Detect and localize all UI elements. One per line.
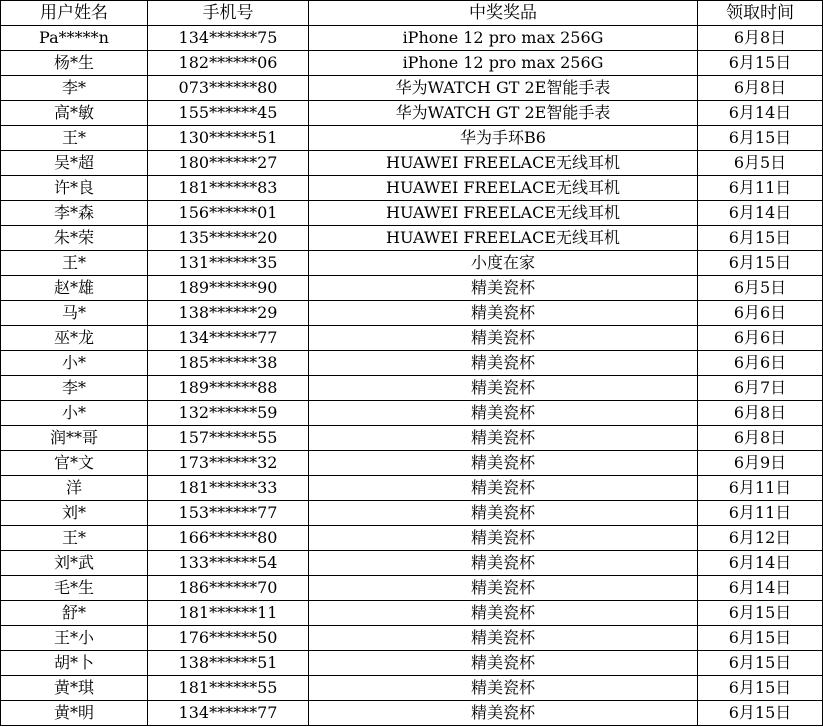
cell-user-name: 洋 xyxy=(1,476,148,501)
cell-prize: HUAWEI FREELACE无线耳机 xyxy=(309,226,698,251)
cell-phone: 189******90 xyxy=(148,276,309,301)
cell-user-name: 王* xyxy=(1,526,148,551)
table-row xyxy=(1,426,823,451)
cell-phone: 181******33 xyxy=(148,476,309,501)
cell-claim-date: 6月6日 xyxy=(698,351,823,376)
cell-phone: 134******75 xyxy=(148,26,309,51)
cell-prize: 精美瓷杯 xyxy=(309,551,698,576)
cell-prize: 华为手环B6 xyxy=(309,126,698,151)
cell-prize: 精美瓷杯 xyxy=(309,526,698,551)
table-row xyxy=(1,501,823,526)
table-row xyxy=(1,151,823,176)
cell-phone: 181******55 xyxy=(148,676,309,701)
cell-user-name: 王* xyxy=(1,126,148,151)
cell-user-name: 李* xyxy=(1,76,148,101)
cell-phone: 132******59 xyxy=(148,401,309,426)
cell-claim-date: 6月15日 xyxy=(698,701,823,726)
table-row xyxy=(1,401,823,426)
cell-claim-date: 6月14日 xyxy=(698,576,823,601)
table-row xyxy=(1,51,823,76)
cell-user-name: 巫*龙 xyxy=(1,326,148,351)
cell-claim-date: 6月11日 xyxy=(698,476,823,501)
cell-phone: 155******45 xyxy=(148,101,309,126)
table-row xyxy=(1,376,823,401)
cell-claim-date: 6月11日 xyxy=(698,501,823,526)
cell-prize: 精美瓷杯 xyxy=(309,426,698,451)
cell-claim-date: 6月8日 xyxy=(698,26,823,51)
cell-user-name: 官*文 xyxy=(1,451,148,476)
cell-user-name: 黄*琪 xyxy=(1,676,148,701)
cell-prize: 精美瓷杯 xyxy=(309,501,698,526)
table-row xyxy=(1,551,823,576)
table-row xyxy=(1,251,823,276)
cell-claim-date: 6月8日 xyxy=(698,401,823,426)
table-row xyxy=(1,451,823,476)
cell-user-name: 毛*生 xyxy=(1,576,148,601)
table-body xyxy=(1,26,823,726)
table-row xyxy=(1,476,823,501)
cell-claim-date: 6月15日 xyxy=(698,251,823,276)
cell-prize: 精美瓷杯 xyxy=(309,476,698,501)
table-row xyxy=(1,26,823,51)
table-row xyxy=(1,701,823,726)
cell-prize: 精美瓷杯 xyxy=(309,676,698,701)
cell-phone: 133******54 xyxy=(148,551,309,576)
cell-prize: HUAWEI FREELACE无线耳机 xyxy=(309,151,698,176)
cell-phone: 181******11 xyxy=(148,601,309,626)
cell-user-name: 李*森 xyxy=(1,201,148,226)
cell-phone: 131******35 xyxy=(148,251,309,276)
cell-claim-date: 6月9日 xyxy=(698,451,823,476)
cell-claim-date: 6月15日 xyxy=(698,626,823,651)
table-row xyxy=(1,176,823,201)
cell-claim-date: 6月11日 xyxy=(698,176,823,201)
cell-phone: 134******77 xyxy=(148,701,309,726)
cell-user-name: 赵*雄 xyxy=(1,276,148,301)
cell-claim-date: 6月14日 xyxy=(698,201,823,226)
table-header xyxy=(1,1,823,26)
cell-prize: 精美瓷杯 xyxy=(309,626,698,651)
cell-prize: HUAWEI FREELACE无线耳机 xyxy=(309,176,698,201)
table-row xyxy=(1,201,823,226)
cell-user-name: 高*敏 xyxy=(1,101,148,126)
cell-phone: 186******70 xyxy=(148,576,309,601)
cell-user-name: 润**哥 xyxy=(1,426,148,451)
cell-prize: 精美瓷杯 xyxy=(309,351,698,376)
table-row xyxy=(1,576,823,601)
header-user-name: 用户姓名 xyxy=(1,1,148,26)
cell-claim-date: 6月8日 xyxy=(698,426,823,451)
cell-phone: 182******06 xyxy=(148,51,309,76)
header-prize: 中奖奖品 xyxy=(309,1,698,26)
cell-user-name: 刘* xyxy=(1,501,148,526)
cell-prize: 华为WATCH GT 2E智能手表 xyxy=(309,76,698,101)
cell-phone: 130******51 xyxy=(148,126,309,151)
header-phone: 手机号 xyxy=(148,1,309,26)
cell-phone: 134******77 xyxy=(148,326,309,351)
cell-claim-date: 6月14日 xyxy=(698,101,823,126)
table-row xyxy=(1,676,823,701)
table-row xyxy=(1,351,823,376)
cell-claim-date: 6月15日 xyxy=(698,601,823,626)
table-row xyxy=(1,626,823,651)
cell-user-name: 刘*武 xyxy=(1,551,148,576)
cell-claim-date: 6月15日 xyxy=(698,126,823,151)
cell-claim-date: 6月14日 xyxy=(698,551,823,576)
cell-phone: 166******80 xyxy=(148,526,309,551)
cell-claim-date: 6月6日 xyxy=(698,326,823,351)
cell-claim-date: 6月5日 xyxy=(698,151,823,176)
cell-prize: 精美瓷杯 xyxy=(309,276,698,301)
cell-user-name: 小* xyxy=(1,401,148,426)
table-row xyxy=(1,601,823,626)
cell-phone: 185******38 xyxy=(148,351,309,376)
table-row xyxy=(1,301,823,326)
cell-prize: 精美瓷杯 xyxy=(309,401,698,426)
cell-prize: 精美瓷杯 xyxy=(309,701,698,726)
cell-user-name: 李* xyxy=(1,376,148,401)
cell-prize: 精美瓷杯 xyxy=(309,651,698,676)
cell-prize: 精美瓷杯 xyxy=(309,576,698,601)
cell-user-name: 黄*明 xyxy=(1,701,148,726)
cell-user-name: 王*小 xyxy=(1,626,148,651)
table-row xyxy=(1,526,823,551)
cell-claim-date: 6月12日 xyxy=(698,526,823,551)
cell-prize: iPhone 12 pro max 256G xyxy=(309,51,698,76)
cell-prize: 精美瓷杯 xyxy=(309,301,698,326)
table-row xyxy=(1,276,823,301)
cell-claim-date: 6月15日 xyxy=(698,51,823,76)
cell-claim-date: 6月5日 xyxy=(698,276,823,301)
table-row xyxy=(1,76,823,101)
table-row xyxy=(1,651,823,676)
cell-claim-date: 6月7日 xyxy=(698,376,823,401)
cell-user-name: 小* xyxy=(1,351,148,376)
cell-user-name: 王* xyxy=(1,251,148,276)
cell-user-name: Pa*****n xyxy=(1,26,148,51)
cell-claim-date: 6月8日 xyxy=(698,76,823,101)
cell-user-name: 杨*生 xyxy=(1,51,148,76)
cell-phone: 135******20 xyxy=(148,226,309,251)
cell-prize: iPhone 12 pro max 256G xyxy=(309,26,698,51)
header-row xyxy=(1,1,823,26)
cell-user-name: 马* xyxy=(1,301,148,326)
cell-user-name: 舒* xyxy=(1,601,148,626)
cell-user-name: 胡*卜 xyxy=(1,651,148,676)
table-row xyxy=(1,326,823,351)
cell-phone: 176******50 xyxy=(148,626,309,651)
cell-prize: 小度在家 xyxy=(309,251,698,276)
cell-claim-date: 6月6日 xyxy=(698,301,823,326)
cell-phone: 138******29 xyxy=(148,301,309,326)
cell-prize: 精美瓷杯 xyxy=(309,601,698,626)
cell-phone: 153******77 xyxy=(148,501,309,526)
cell-claim-date: 6月15日 xyxy=(698,676,823,701)
cell-user-name: 朱*荣 xyxy=(1,226,148,251)
header-claim-date: 领取时间 xyxy=(698,1,823,26)
cell-phone: 157******55 xyxy=(148,426,309,451)
cell-claim-date: 6月15日 xyxy=(698,226,823,251)
cell-phone: 173******32 xyxy=(148,451,309,476)
cell-user-name: 许*良 xyxy=(1,176,148,201)
cell-user-name: 吴*超 xyxy=(1,151,148,176)
cell-prize: HUAWEI FREELACE无线耳机 xyxy=(309,201,698,226)
table-row xyxy=(1,126,823,151)
cell-phone: 189******88 xyxy=(148,376,309,401)
cell-phone: 138******51 xyxy=(148,651,309,676)
cell-phone: 181******83 xyxy=(148,176,309,201)
cell-prize: 精美瓷杯 xyxy=(309,326,698,351)
cell-prize: 精美瓷杯 xyxy=(309,451,698,476)
cell-phone: 180******27 xyxy=(148,151,309,176)
cell-prize: 华为WATCH GT 2E智能手表 xyxy=(309,101,698,126)
cell-claim-date: 6月15日 xyxy=(698,651,823,676)
cell-phone: 073******80 xyxy=(148,76,309,101)
table-row xyxy=(1,226,823,251)
cell-phone: 156******01 xyxy=(148,201,309,226)
cell-prize: 精美瓷杯 xyxy=(309,376,698,401)
table-row xyxy=(1,101,823,126)
